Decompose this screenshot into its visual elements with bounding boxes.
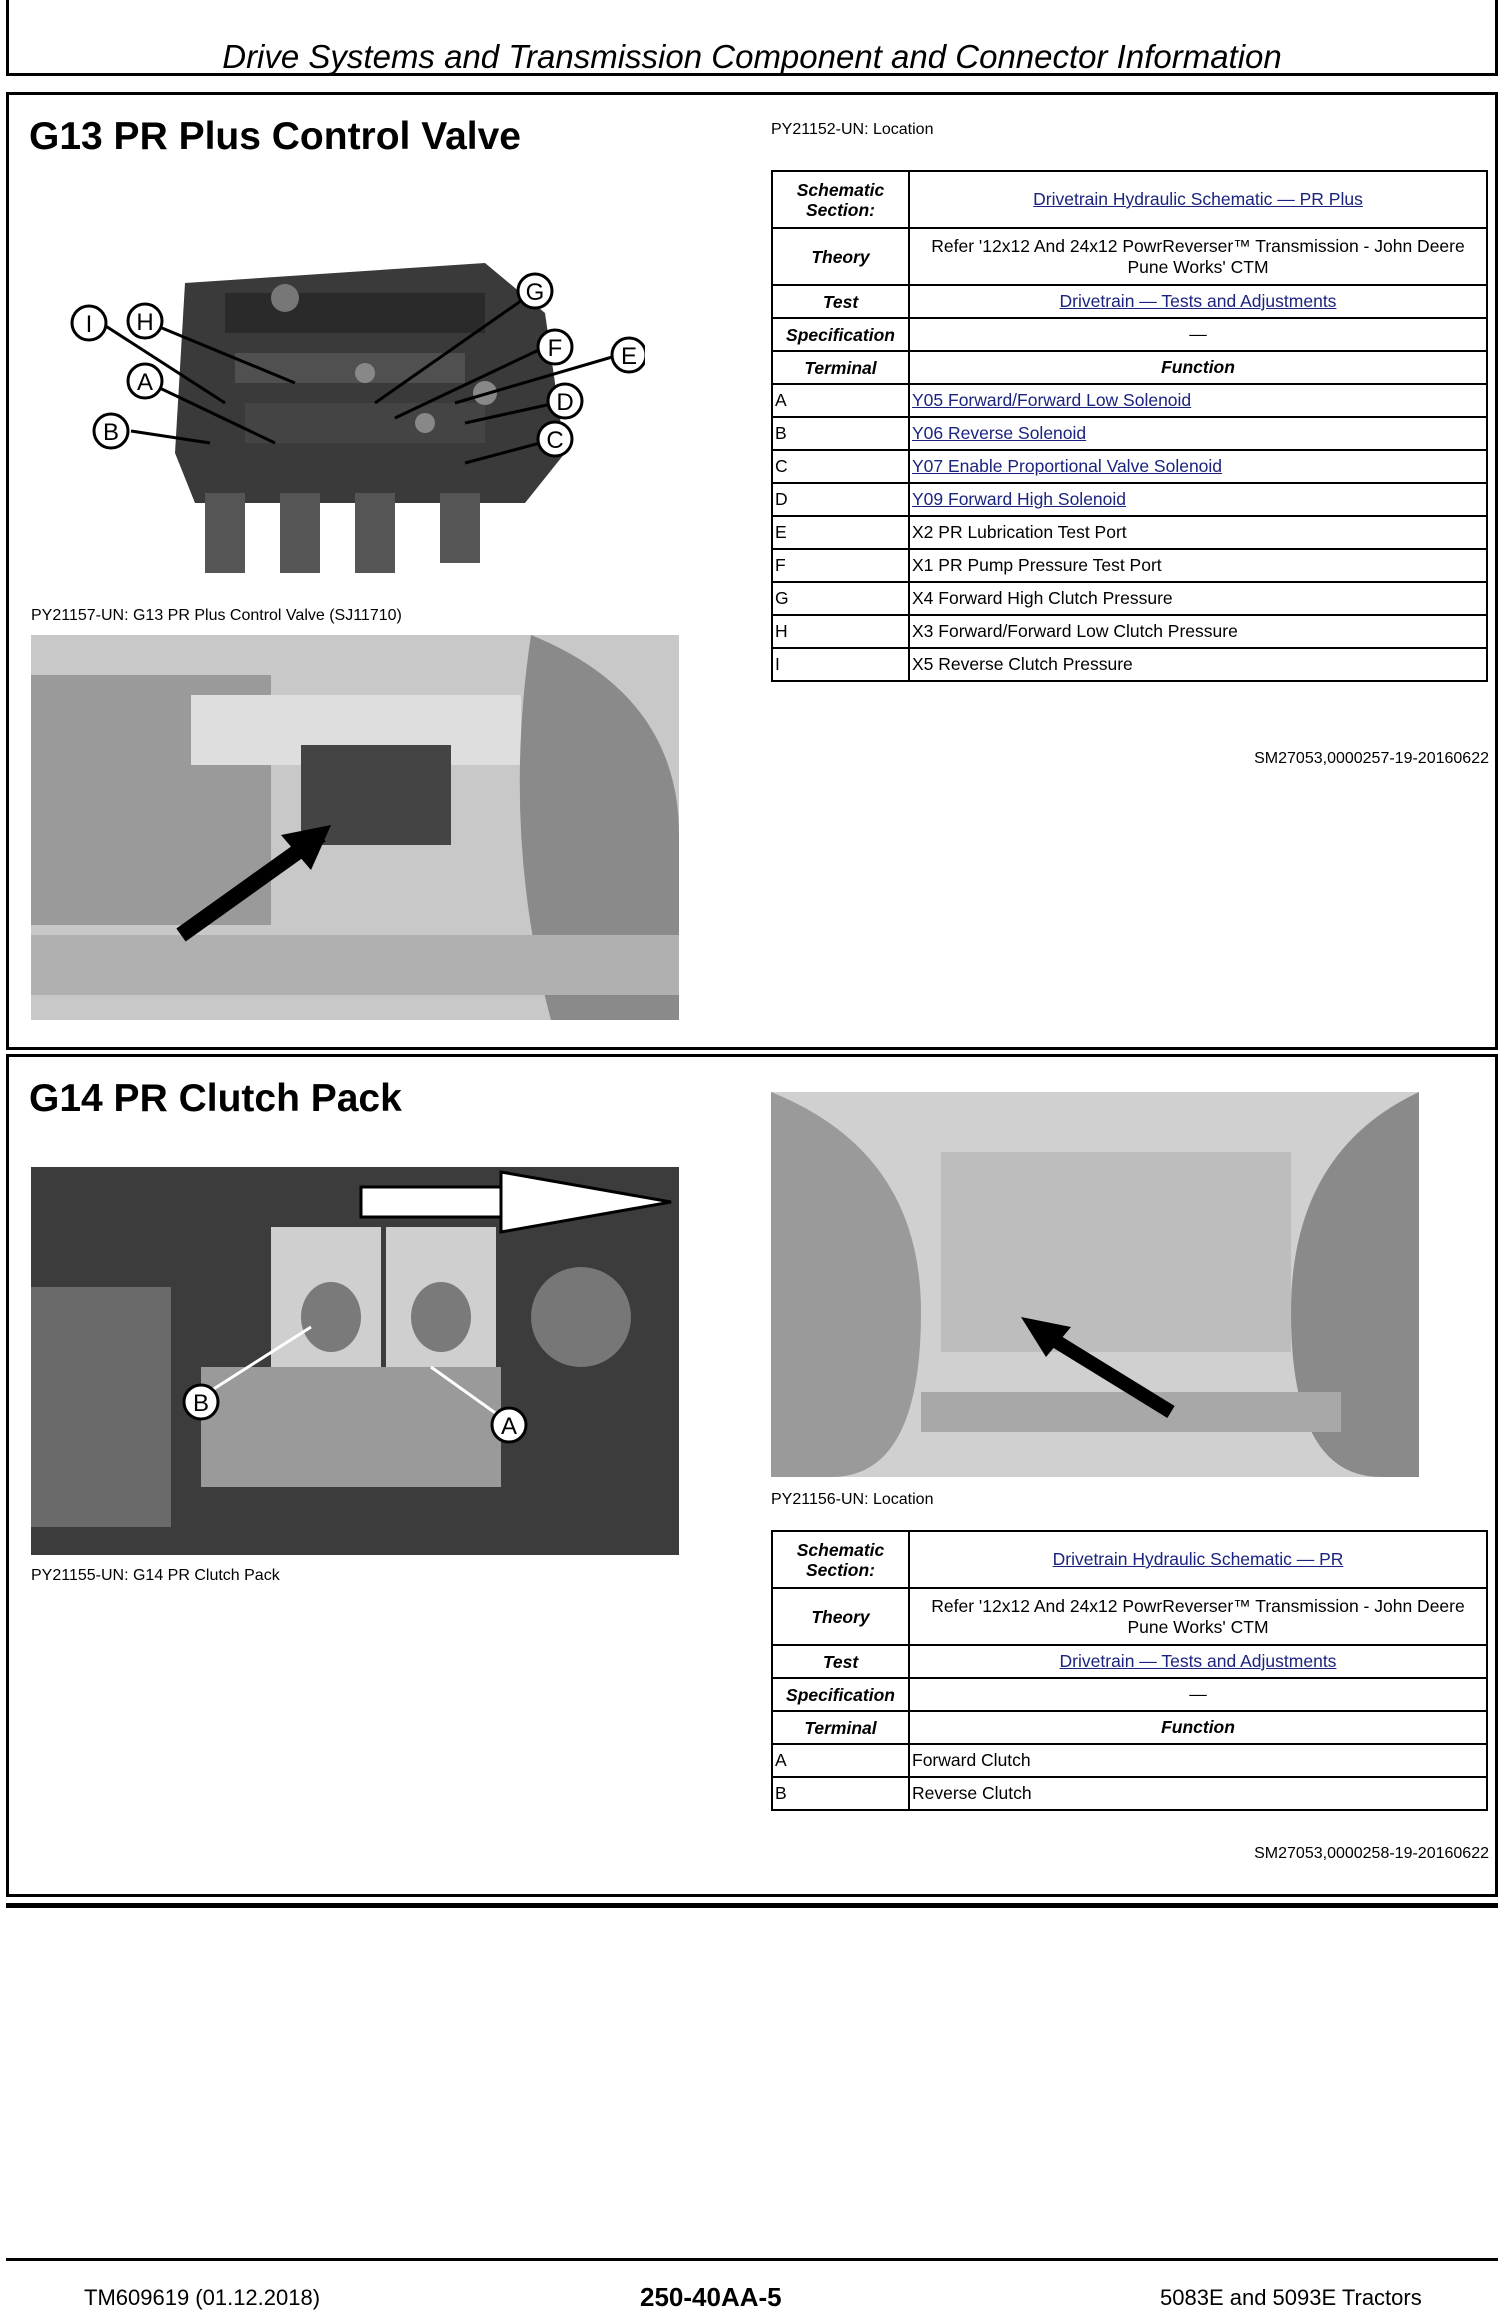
schematic-label: Schematic Section: xyxy=(772,171,909,228)
terminal-id: I xyxy=(772,648,909,681)
location-photo-g14 xyxy=(771,1092,1419,1477)
function-cell: Forward Clutch xyxy=(909,1744,1487,1777)
terminal-id: B xyxy=(772,1777,909,1810)
specification-label: Specification xyxy=(772,318,909,351)
footer-rule xyxy=(6,2258,1498,2261)
callout-g: G xyxy=(525,279,545,306)
test-link[interactable]: Drivetrain — Tests and Adjustments xyxy=(1059,291,1337,311)
reference-id-g13: SM27053,0000257-19-20160622 xyxy=(1254,750,1489,767)
terminal-id: C xyxy=(772,450,909,483)
terminal-row xyxy=(772,582,1487,615)
clutch-pack-caption: PY21155-UN: G14 PR Clutch Pack xyxy=(31,1567,280,1584)
location-caption-g13: PY21152-UN: Location xyxy=(771,121,934,138)
function-cell: X4 Forward High Clutch Pressure xyxy=(909,582,1487,615)
clutch-pack-photo xyxy=(31,1167,679,1555)
test-label: Test xyxy=(772,285,909,318)
callout-a: A xyxy=(136,369,154,396)
function-cell[interactable] xyxy=(909,417,1487,450)
terminal-row xyxy=(772,417,1487,450)
section-g13 xyxy=(6,92,1498,1050)
theory-value: Refer '12x12 And 24x12 PowrReverser™ Transmission - John Deere Pune Works' CTM xyxy=(909,1588,1487,1645)
schematic-label: Schematic Section: xyxy=(772,1531,909,1588)
callout-e: E xyxy=(620,343,638,370)
theory-label: Theory xyxy=(772,1588,909,1645)
terminal-row xyxy=(772,615,1487,648)
location-caption-g14: PY21156-UN: Location xyxy=(771,1491,934,1508)
callout-f: F xyxy=(547,335,563,362)
schematic-link[interactable]: Drivetrain Hydraulic Schematic — PR xyxy=(1052,1549,1344,1569)
test-link[interactable]: Drivetrain — Tests and Adjustments xyxy=(1059,1651,1337,1671)
function-link[interactable]: Y05 Forward/Forward Low Solenoid xyxy=(912,390,1192,410)
function-header: Function xyxy=(909,351,1487,384)
terminal-id: A xyxy=(772,1744,909,1777)
specification-label: Specification xyxy=(772,1678,909,1711)
schematic-value[interactable] xyxy=(909,171,1487,228)
terminal-id: G xyxy=(772,582,909,615)
specification-value: — xyxy=(909,318,1487,351)
section-title-g14: G14 PR Clutch Pack xyxy=(29,1077,402,1120)
callout-b-clutch: B xyxy=(192,1390,210,1417)
function-cell: X1 PR Pump Pressure Test Port xyxy=(909,549,1487,582)
callout-i: I xyxy=(85,311,93,338)
theory-label: Theory xyxy=(772,228,909,285)
terminal-id: A xyxy=(772,384,909,417)
test-value[interactable] xyxy=(909,285,1487,318)
schematic-link[interactable]: Drivetrain Hydraulic Schematic — PR Plus xyxy=(1033,189,1363,209)
function-cell: X3 Forward/Forward Low Clutch Pressure xyxy=(909,615,1487,648)
function-link[interactable]: Y07 Enable Proportional Valve Solenoid xyxy=(912,456,1223,476)
page-header-title: Drive Systems and Transmission Component and Connector Information xyxy=(222,38,1282,75)
function-link[interactable]: Y09 Forward High Solenoid xyxy=(912,489,1127,509)
footer-model: 5083E and 5093E Tractors xyxy=(1160,2285,1422,2310)
function-cell: Reverse Clutch xyxy=(909,1777,1487,1810)
terminal-id: E xyxy=(772,516,909,549)
terminal-id: H xyxy=(772,615,909,648)
footer-doc-id: TM609619 (01.12.2018) xyxy=(84,2285,321,2310)
terminal-row xyxy=(772,450,1487,483)
function-cell[interactable] xyxy=(909,450,1487,483)
function-cell[interactable] xyxy=(909,384,1487,417)
info-table-g13 xyxy=(771,170,1488,682)
terminal-row xyxy=(772,516,1487,549)
terminal-id: B xyxy=(772,417,909,450)
terminal-row xyxy=(772,549,1487,582)
terminal-id: F xyxy=(772,549,909,582)
reference-id-g14: SM27053,0000258-19-20160622 xyxy=(1254,1845,1489,1862)
callout-h: H xyxy=(136,309,154,336)
terminal-row xyxy=(772,648,1487,681)
terminal-row xyxy=(772,384,1487,417)
section-g14 xyxy=(6,1054,1498,1897)
function-link[interactable]: Y06 Reverse Solenoid xyxy=(912,423,1087,443)
terminal-row xyxy=(772,1777,1487,1810)
function-cell: X5 Reverse Clutch Pressure xyxy=(909,648,1487,681)
schematic-value[interactable] xyxy=(909,1531,1487,1588)
callout-d: D xyxy=(556,389,574,416)
terminal-row xyxy=(772,1744,1487,1777)
valve-illustration xyxy=(45,253,645,573)
callout-b: B xyxy=(102,419,120,446)
function-cell: X2 PR Lubrication Test Port xyxy=(909,516,1487,549)
terminal-id: D xyxy=(772,483,909,516)
section-bottom-rule xyxy=(6,1903,1498,1908)
test-value[interactable] xyxy=(909,1645,1487,1678)
valve-caption: PY21157-UN: G13 PR Plus Control Valve (SJ11710) xyxy=(31,607,402,624)
function-cell[interactable] xyxy=(909,483,1487,516)
terminal-header: Terminal xyxy=(772,351,909,384)
theory-value: Refer '12x12 And 24x12 PowrReverser™ Transmission - John Deere Pune Works' CTM xyxy=(909,228,1487,285)
terminal-header: Terminal xyxy=(772,1711,909,1744)
callout-c: C xyxy=(546,427,564,454)
info-table-g14 xyxy=(771,1530,1488,1811)
terminal-row xyxy=(772,483,1487,516)
function-header: Function xyxy=(909,1711,1487,1744)
specification-value: — xyxy=(909,1678,1487,1711)
test-label: Test xyxy=(772,1645,909,1678)
footer-page-number: 250-40AA-5 xyxy=(640,2282,782,2312)
section-title-g13: G13 PR Plus Control Valve xyxy=(29,115,521,158)
callout-a-clutch: A xyxy=(500,1413,518,1440)
location-photo-g13 xyxy=(31,635,679,1020)
